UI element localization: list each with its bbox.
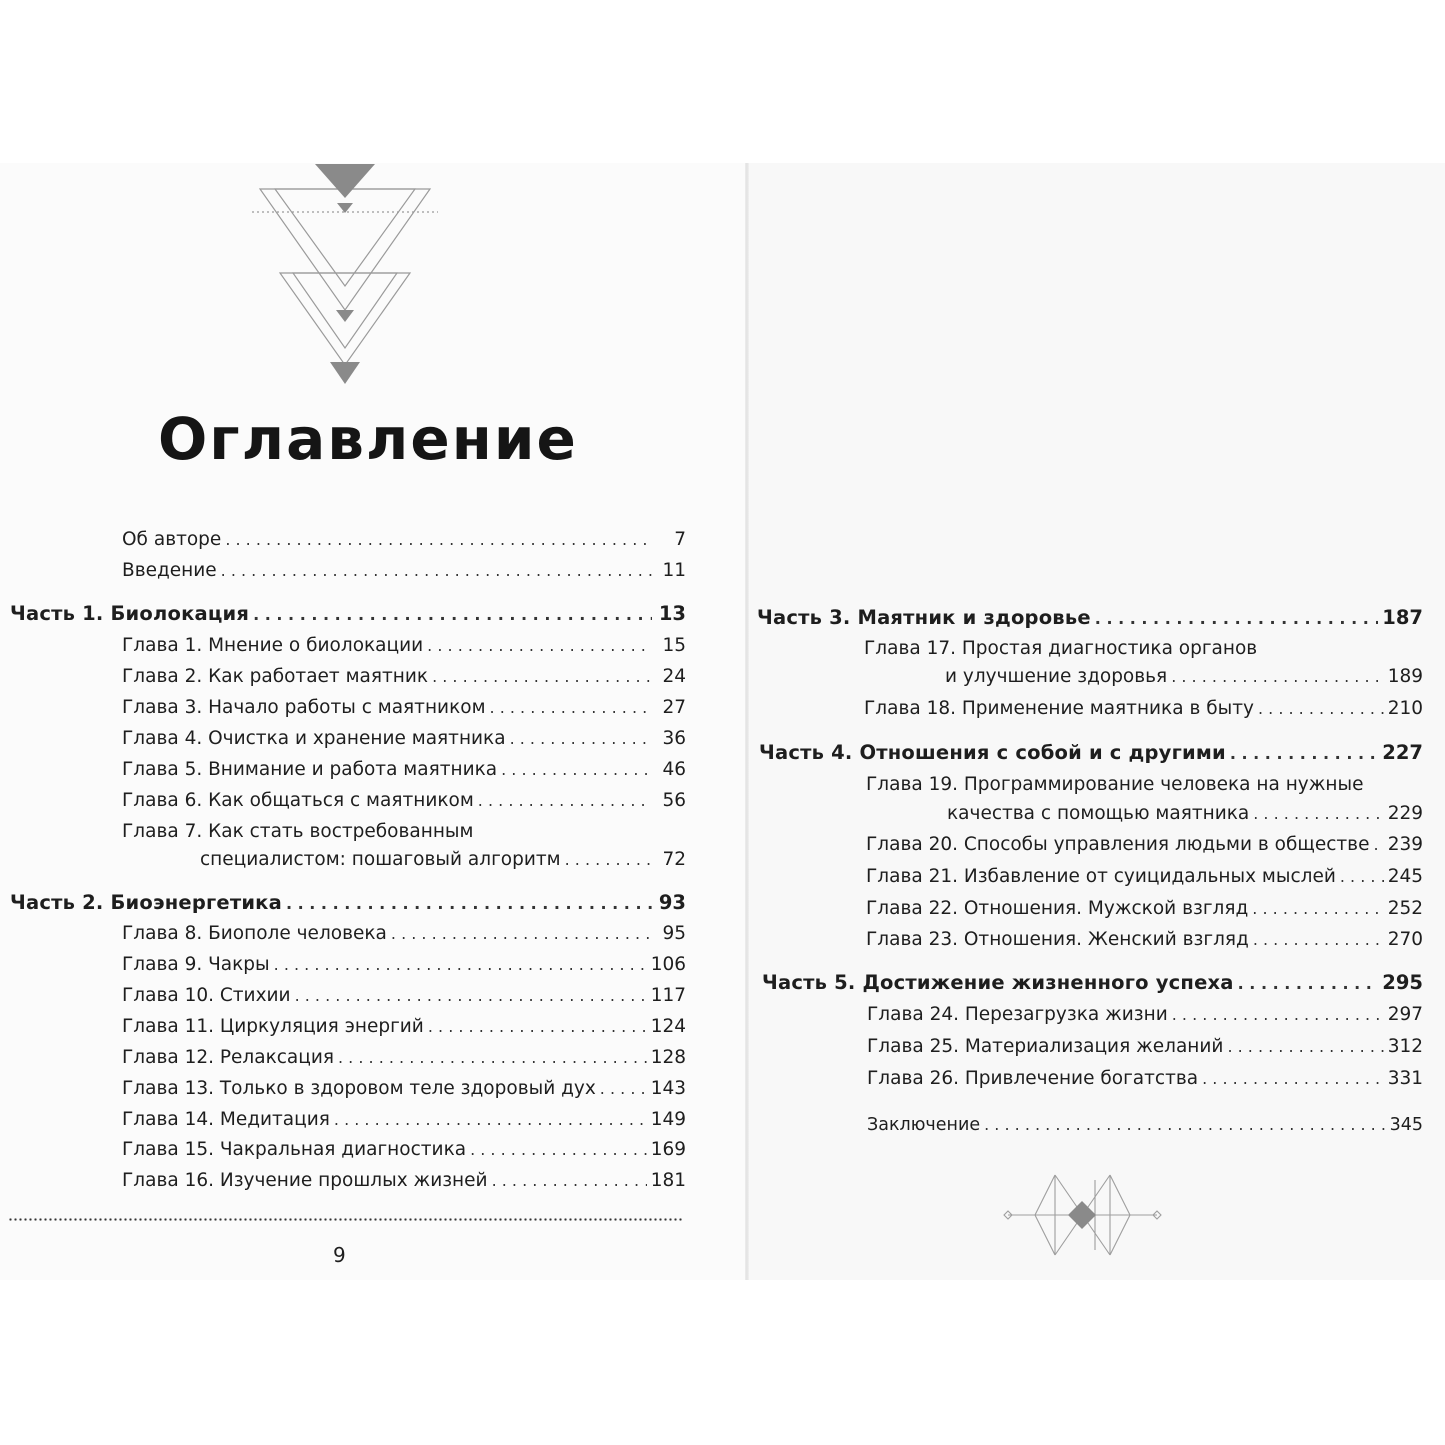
- toc-entry: [122, 954, 686, 975]
- book-fold: [745, 163, 749, 1280]
- toc-entry-text: Глава 16. Изучение прошлых жизней: [122, 1170, 488, 1191]
- diamond-ornament-bottom: [1000, 1170, 1165, 1262]
- toc-page-number: 56: [662, 790, 686, 811]
- toc-entry: [122, 529, 686, 550]
- toc-entry: [866, 866, 1423, 887]
- toc-page-number: 72: [662, 849, 686, 870]
- toc-page-number: 106: [650, 954, 686, 975]
- toc-entry-text: Глава 6. Как общаться с маятником: [122, 790, 474, 811]
- toc-entry-text: Глава 23. Отношения. Женский взгляд: [866, 929, 1249, 950]
- toc-entry: [200, 849, 686, 870]
- toc-page-number: 295: [1382, 971, 1423, 994]
- toc-entry: [122, 790, 686, 811]
- toc-entry: [867, 1068, 1423, 1089]
- toc-entry-text: Глава 1. Мнение о биолокации: [122, 635, 424, 656]
- toc-page-number: 227: [1382, 741, 1423, 764]
- toc-entry-text: Глава 10. Стихии: [122, 985, 291, 1006]
- toc-part: [10, 602, 686, 625]
- toc-entry-text: Введение: [122, 560, 217, 581]
- toc-part-title: Часть 4. Отношения с собой и с другими: [759, 741, 1226, 764]
- triangle-ornament-top: [250, 160, 440, 390]
- toc-entry: [122, 666, 686, 687]
- toc-entry: [945, 666, 1423, 687]
- toc-entry-text: Глава 14. Медитация: [122, 1109, 330, 1130]
- toc-entry-text: Глава 12. Релаксация: [122, 1047, 334, 1068]
- toc-entry-text: Глава 18. Применение маятника в быту: [864, 698, 1254, 719]
- toc-page-number: 95: [662, 923, 686, 944]
- toc-entry: [122, 985, 686, 1006]
- toc-page-number: 24: [662, 666, 686, 687]
- toc-entry: [122, 697, 686, 718]
- toc-page-number: 229: [1387, 803, 1423, 824]
- toc-page-number: 210: [1387, 698, 1423, 719]
- toc-part-title: Часть 1. Биолокация: [10, 602, 250, 625]
- toc-page-number: 93: [658, 891, 686, 914]
- toc-entry-text: Глава 21. Избавление от суицидальных мыслей: [866, 866, 1336, 887]
- toc-entry: [122, 1109, 686, 1130]
- toc-entry-text: Глава 3. Начало работы с маятником: [122, 697, 486, 718]
- toc-entry-text: Глава 4. Очистка и хранение маятника: [122, 728, 506, 749]
- toc-entry: [947, 803, 1423, 824]
- toc-entry: [122, 635, 686, 656]
- toc-entry-text: Глава 26. Привлечение богатства: [867, 1068, 1199, 1089]
- toc-entry: [867, 1004, 1423, 1025]
- page-title: Оглавление: [158, 405, 578, 473]
- toc-page-number: 27: [662, 697, 686, 718]
- toc-entry: [122, 1078, 686, 1099]
- toc-entry: [122, 759, 686, 780]
- toc-entry-text: Глава 17. Простая диагностика органов: [864, 638, 1258, 659]
- page-number: 9: [333, 1243, 346, 1267]
- toc-page-number: 128: [650, 1047, 686, 1068]
- toc-entry-text: Глава 8. Биополе человека: [122, 923, 387, 944]
- toc-page-number: 7: [674, 529, 686, 550]
- toc-entry: [867, 1115, 1423, 1135]
- toc-part: [762, 971, 1423, 994]
- toc-page-number: 124: [650, 1016, 686, 1037]
- toc-part-title: Часть 5. Достижение жизненного успеха: [762, 971, 1234, 994]
- right-page: [747, 163, 1445, 1280]
- toc-page-number: 149: [650, 1109, 686, 1130]
- toc-page-number: 181: [650, 1170, 686, 1191]
- toc-page-number: 331: [1387, 1068, 1423, 1089]
- toc-entry: [866, 929, 1423, 950]
- toc-entry-text: Глава 20. Способы управления людьми в обществе: [866, 834, 1370, 855]
- toc-entry-text: Глава 22. Отношения. Мужской взгляд: [866, 898, 1249, 919]
- toc-part-title: Часть 2. Биоэнергетика: [10, 891, 282, 914]
- toc-entry-text: Глава 13. Только в здоровом теле здоровый дух: [122, 1078, 596, 1099]
- toc-part: [757, 606, 1423, 629]
- toc-page-number: 117: [650, 985, 686, 1006]
- toc-page-number: 345: [1389, 1115, 1423, 1135]
- toc-page-number: 252: [1387, 898, 1423, 919]
- toc-page-number: 11: [662, 560, 686, 581]
- toc-part: [759, 741, 1423, 764]
- toc-page-number: 187: [1382, 606, 1423, 629]
- toc-page-number: 239: [1387, 834, 1423, 855]
- toc-entry-text: Глава 5. Внимание и работа маятника: [122, 759, 498, 780]
- toc-entry: [122, 1016, 686, 1037]
- toc-entry-text: Глава 25. Материализация желаний: [867, 1036, 1224, 1057]
- toc-page-number: 169: [650, 1139, 686, 1160]
- toc-entry: [122, 560, 686, 581]
- toc-entry-text: Глава 2. Как работает маятник: [122, 666, 429, 687]
- toc-entry-text: Глава 24. Перезагрузка жизни: [867, 1004, 1168, 1025]
- toc-page-number: 189: [1387, 666, 1423, 687]
- toc-entry-text: Глава 15. Чакральная диагностика: [122, 1139, 467, 1160]
- toc-entry-text: Глава 11. Циркуляция энергий: [122, 1016, 424, 1037]
- toc-entry: [866, 898, 1423, 919]
- toc-entry-text: Об авторе: [122, 529, 222, 550]
- toc-entry-text: Глава 9. Чакры: [122, 954, 270, 975]
- toc-entry-text-continued: и улучшение здоровья: [945, 666, 1168, 687]
- toc-part-title: Часть 3. Маятник и здоровье: [757, 606, 1091, 629]
- toc-entry-text: Глава 7. Как стать востребованным: [122, 821, 474, 842]
- footer-dotted-rule: [8, 1218, 684, 1221]
- toc-page-number: 15: [662, 635, 686, 656]
- toc-entry-text-continued: специалистом: пошаговый алгоритм: [200, 849, 561, 870]
- toc-entry: [122, 1139, 686, 1160]
- toc-page-number: 143: [650, 1078, 686, 1099]
- toc-entry: [122, 728, 686, 749]
- toc-entry: [864, 698, 1423, 719]
- toc-entry: [122, 923, 686, 944]
- toc-page-number: 312: [1387, 1036, 1423, 1057]
- toc-page-number: 297: [1387, 1004, 1423, 1025]
- toc-page-number: 36: [662, 728, 686, 749]
- toc-page-number: 46: [662, 759, 686, 780]
- toc-entry: [122, 1047, 686, 1068]
- toc-entry: [122, 1170, 686, 1191]
- toc-page-number: 270: [1387, 929, 1423, 950]
- toc-page-number: 245: [1387, 866, 1423, 887]
- toc-entry: [867, 1036, 1423, 1057]
- toc-entry-text-continued: качества с помощью маятника: [947, 803, 1250, 824]
- toc-page-number: 13: [658, 602, 686, 625]
- toc-entry-text: Глава 19. Программирование человека на нужные: [866, 774, 1364, 795]
- toc-entry: [866, 834, 1423, 855]
- toc-part: [10, 891, 686, 914]
- toc-entry-text: Заключение: [867, 1115, 981, 1135]
